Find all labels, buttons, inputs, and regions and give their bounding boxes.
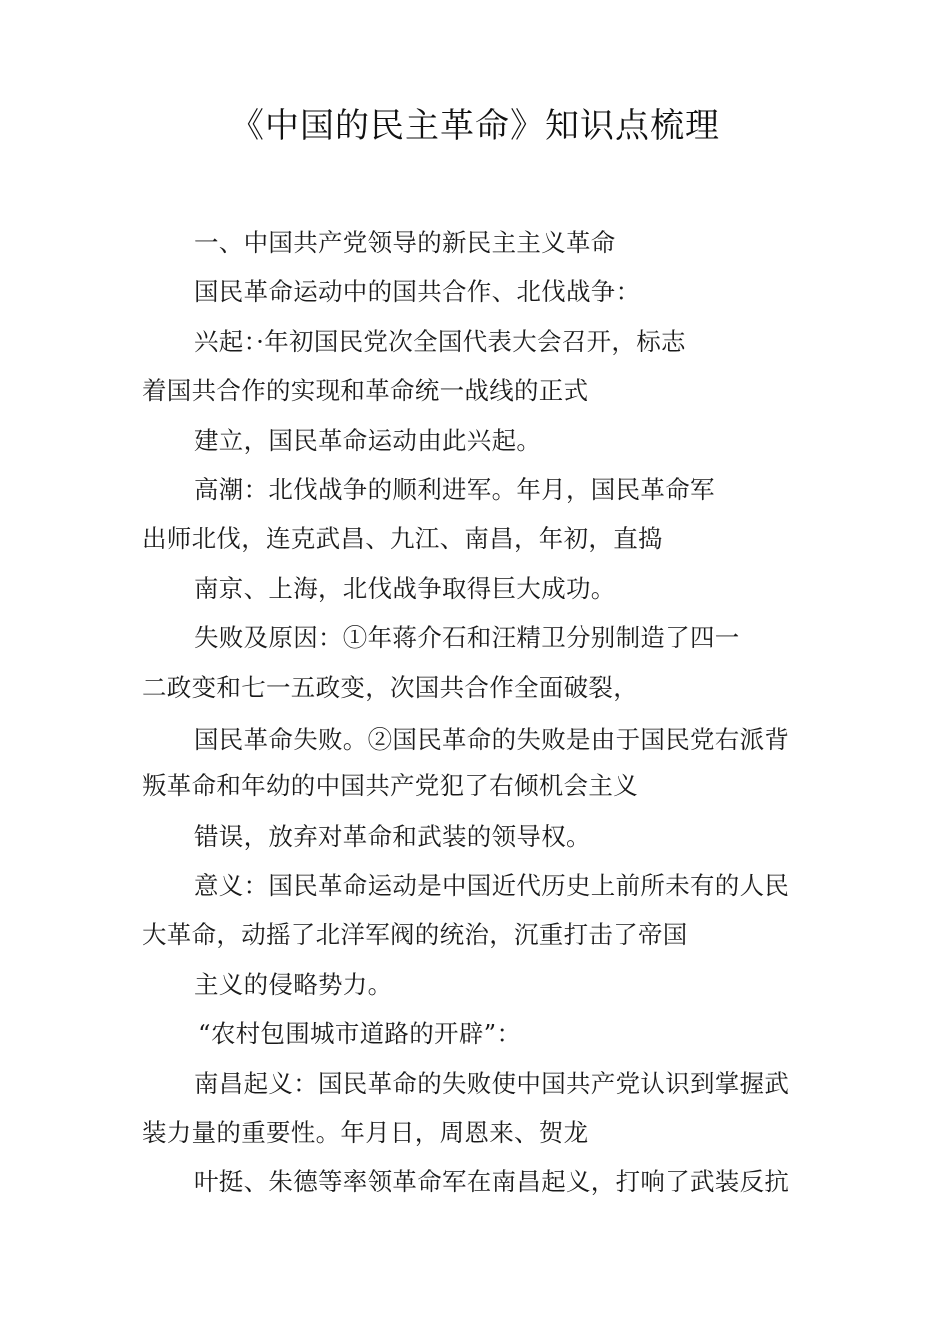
section-heading: “农村包围城市道路的开辟”： bbox=[198, 1019, 522, 1048]
paragraph-line: 着国共合作的实现和革命统一战线的正式 bbox=[142, 376, 589, 405]
paragraph-line: 出师北伐，连克武昌、九江、南昌，年初，直捣 bbox=[142, 524, 663, 553]
page-title: 《中国的民主革命》知识点梳理 bbox=[230, 106, 720, 146]
paragraph-line: 主义的侵略势力。 bbox=[194, 970, 393, 999]
paragraph-line: 国民革命失败。②国民革命的失败是由于国民党右派背 bbox=[194, 725, 790, 754]
paragraph-line: 高潮：北伐战争的顺利进军。年月，国民革命军 bbox=[194, 475, 715, 504]
paragraph-line: 大革命，动摇了北洋军阀的统治，沉重打击了帝国 bbox=[142, 920, 688, 949]
paragraph-line: 错误，放弃对革命和武装的领导权。 bbox=[194, 822, 591, 851]
paragraph-line: 失败及原因：①年蒋介石和汪精卫分别制造了四一 bbox=[194, 623, 740, 652]
paragraph-line: 装力量的重要性。年月日，周恩来、贺龙 bbox=[142, 1118, 589, 1147]
paragraph-line: 建立，国民革命运动由此兴起。 bbox=[194, 426, 542, 455]
section-heading: 一、中国共产党领导的新民主主义革命 bbox=[194, 228, 616, 257]
paragraph-line: 意义：国民革命运动是中国近代历史上前所未有的人民 bbox=[194, 871, 790, 900]
paragraph-line: 南京、上海，北伐战争取得巨大成功。 bbox=[194, 574, 616, 603]
paragraph-line: 叶挺、朱德等率领革命军在南昌起义，打响了武装反抗 bbox=[194, 1167, 790, 1196]
paragraph-line: 二政变和七一五政变，次国共合作全面破裂， bbox=[142, 673, 638, 702]
paragraph-line: 南昌起义：国民革命的失败使中国共产党认识到掌握武 bbox=[194, 1069, 790, 1098]
paragraph-line: 叛革命和年幼的中国共产党犯了右倾机会主义 bbox=[142, 771, 638, 800]
paragraph-line: 国民革命运动中的国共合作、北伐战争： bbox=[194, 277, 641, 306]
paragraph-line: 兴起：·年初国民党次全国代表大会召开，标志 bbox=[194, 327, 686, 356]
